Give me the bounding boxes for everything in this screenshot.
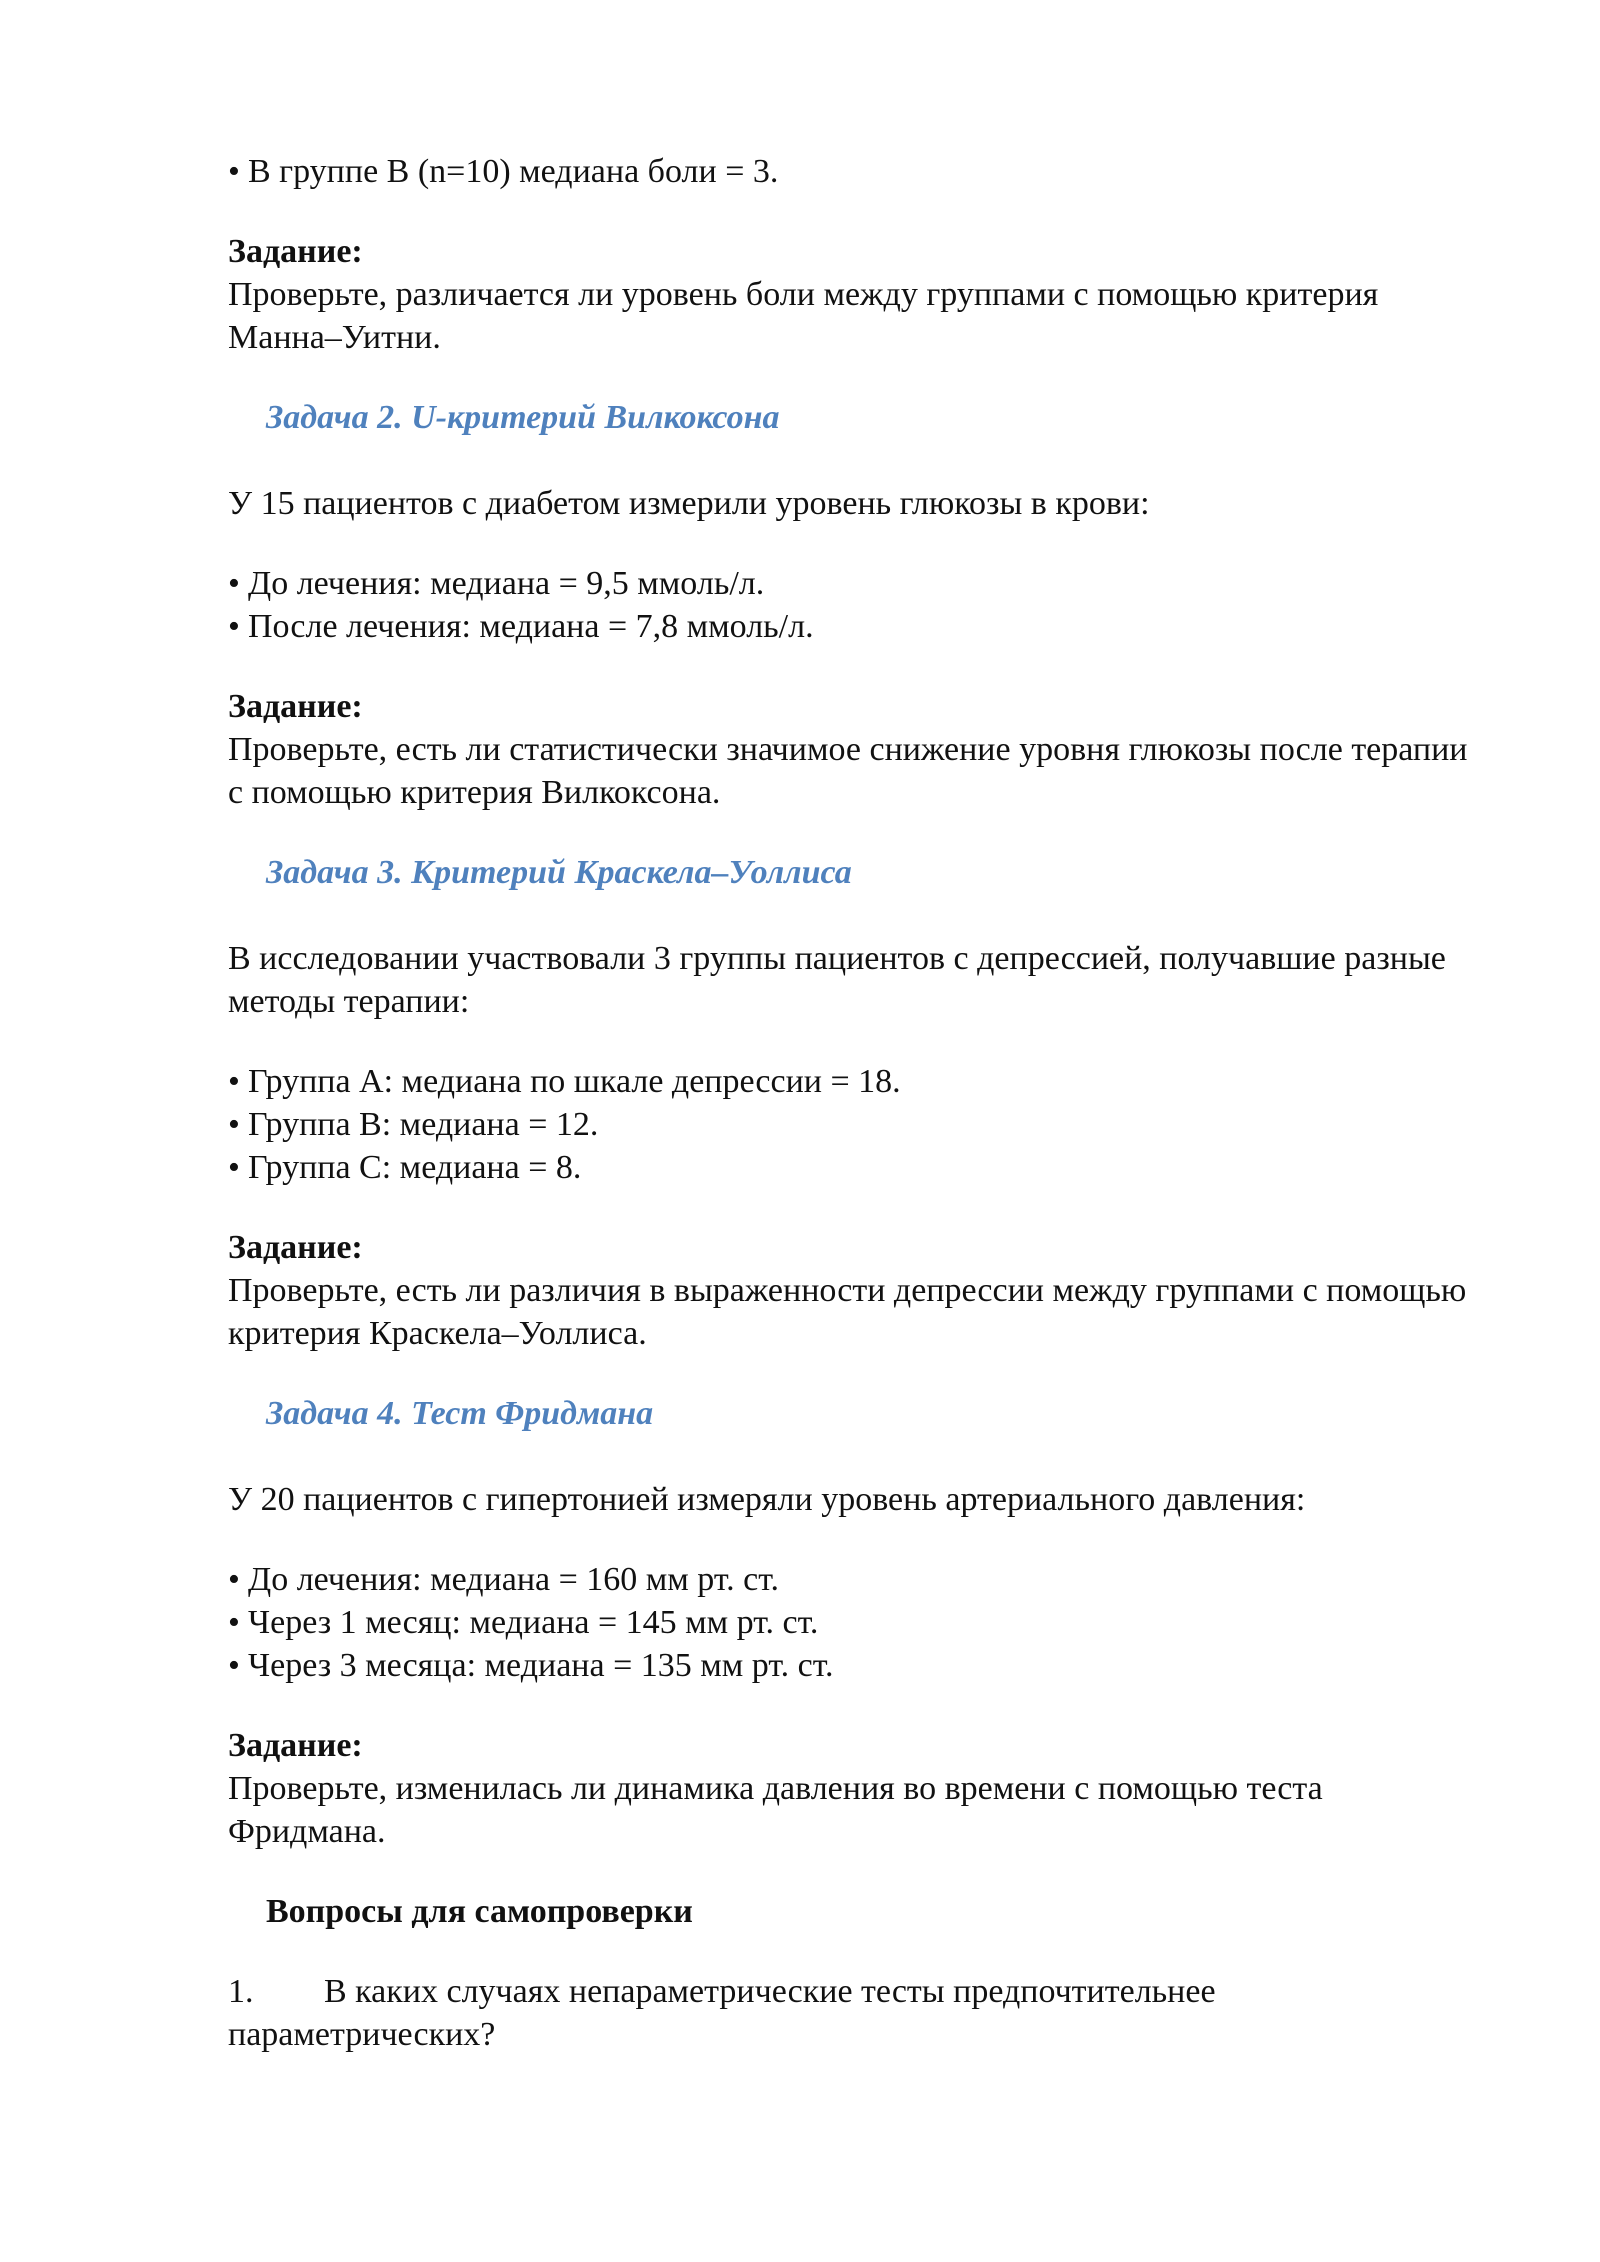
problem-heading: Задача 3. Критерий Краскела–Уоллиса: [266, 854, 852, 891]
list-item: [228, 1644, 1488, 1687]
bullet-icon: •: [228, 1604, 240, 1641]
bullet-icon: •: [228, 1106, 240, 1143]
list-item-text: В группе В (n=10) медиана боли = 3.: [248, 153, 779, 190]
list-item-text: Группа А: медиана по шкале депрессии = 18.: [248, 1063, 901, 1100]
bullet-icon: •: [228, 1561, 240, 1598]
problem-intro: В исследовании участвовали 3 группы пациентов с депрессией, получавшие разные методы терапии:: [228, 940, 1446, 1020]
question-text: В каких случаях непараметрические тесты предпочтительнее параметрических?: [228, 1973, 1216, 2053]
question-item: [228, 1970, 1488, 2056]
list-item: [228, 150, 1488, 193]
bullet-icon: •: [228, 1149, 240, 1186]
list-item-text: До лечения: медиана = 9,5 ммоль/л.: [248, 565, 765, 602]
list-item-text: Через 1 месяц: медиана = 145 мм рт. ст.: [248, 1604, 819, 1641]
section-title: Вопросы для самопроверки: [266, 1893, 693, 1930]
list-item: [228, 1060, 1488, 1103]
bullet-list: [228, 1060, 1488, 1189]
list-item-text: Через 3 месяца: медиана = 135 мм рт. ст.: [248, 1647, 834, 1684]
list-item: [228, 1558, 1488, 1601]
list-item: [228, 1601, 1488, 1644]
list-item-text: Группа В: медиана = 12.: [248, 1106, 599, 1143]
problem-heading: Задача 4. Тест Фридмана: [266, 1395, 654, 1432]
problem-heading: Задача 2. U-критерий Вилкоксона: [266, 399, 780, 436]
bullet-list: [228, 150, 1488, 193]
task-text: Проверьте, изменилась ли динамика давления во времени с помощью теста Фридмана.: [228, 1770, 1323, 1850]
document-page: [228, 150, 1488, 2056]
bullet-icon: •: [228, 608, 240, 645]
bullet-list: [228, 562, 1488, 648]
list-item: [228, 605, 1488, 648]
bullet-icon: •: [228, 1063, 240, 1100]
task-label: Задание:: [228, 688, 363, 725]
task-label: Задание:: [228, 233, 363, 270]
question-number: 1.: [228, 1973, 254, 2010]
list-item: [228, 1103, 1488, 1146]
bullet-icon: •: [228, 153, 240, 190]
list-item: [228, 562, 1488, 605]
task-text: Проверьте, есть ли статистически значимое снижение уровня глюкозы после терапии с помощью критерия Вилкоксона.: [228, 731, 1468, 811]
problem-intro: У 15 пациентов с диабетом измерили уровень глюкозы в крови:: [228, 485, 1150, 522]
list-item: [228, 1146, 1488, 1189]
task-text: Проверьте, есть ли различия в выраженности депрессии между группами с помощью критерия Краскела–Уоллиса.: [228, 1272, 1467, 1352]
list-item-text: Группа С: медиана = 8.: [248, 1149, 582, 1186]
bullet-list: [228, 1558, 1488, 1687]
bullet-icon: •: [228, 1647, 240, 1684]
list-item-text: После лечения: медиана = 7,8 ммоль/л.: [248, 608, 814, 645]
bullet-icon: •: [228, 565, 240, 602]
problem-intro: У 20 пациентов с гипертонией измеряли уровень артериального давления:: [228, 1481, 1306, 1518]
task-label: Задание:: [228, 1229, 363, 1266]
task-label: Задание:: [228, 1727, 363, 1764]
task-text: Проверьте, различается ли уровень боли между группами с помощью критерия Манна–Уитни.: [228, 276, 1379, 356]
list-item-text: До лечения: медиана = 160 мм рт. ст.: [248, 1561, 780, 1598]
